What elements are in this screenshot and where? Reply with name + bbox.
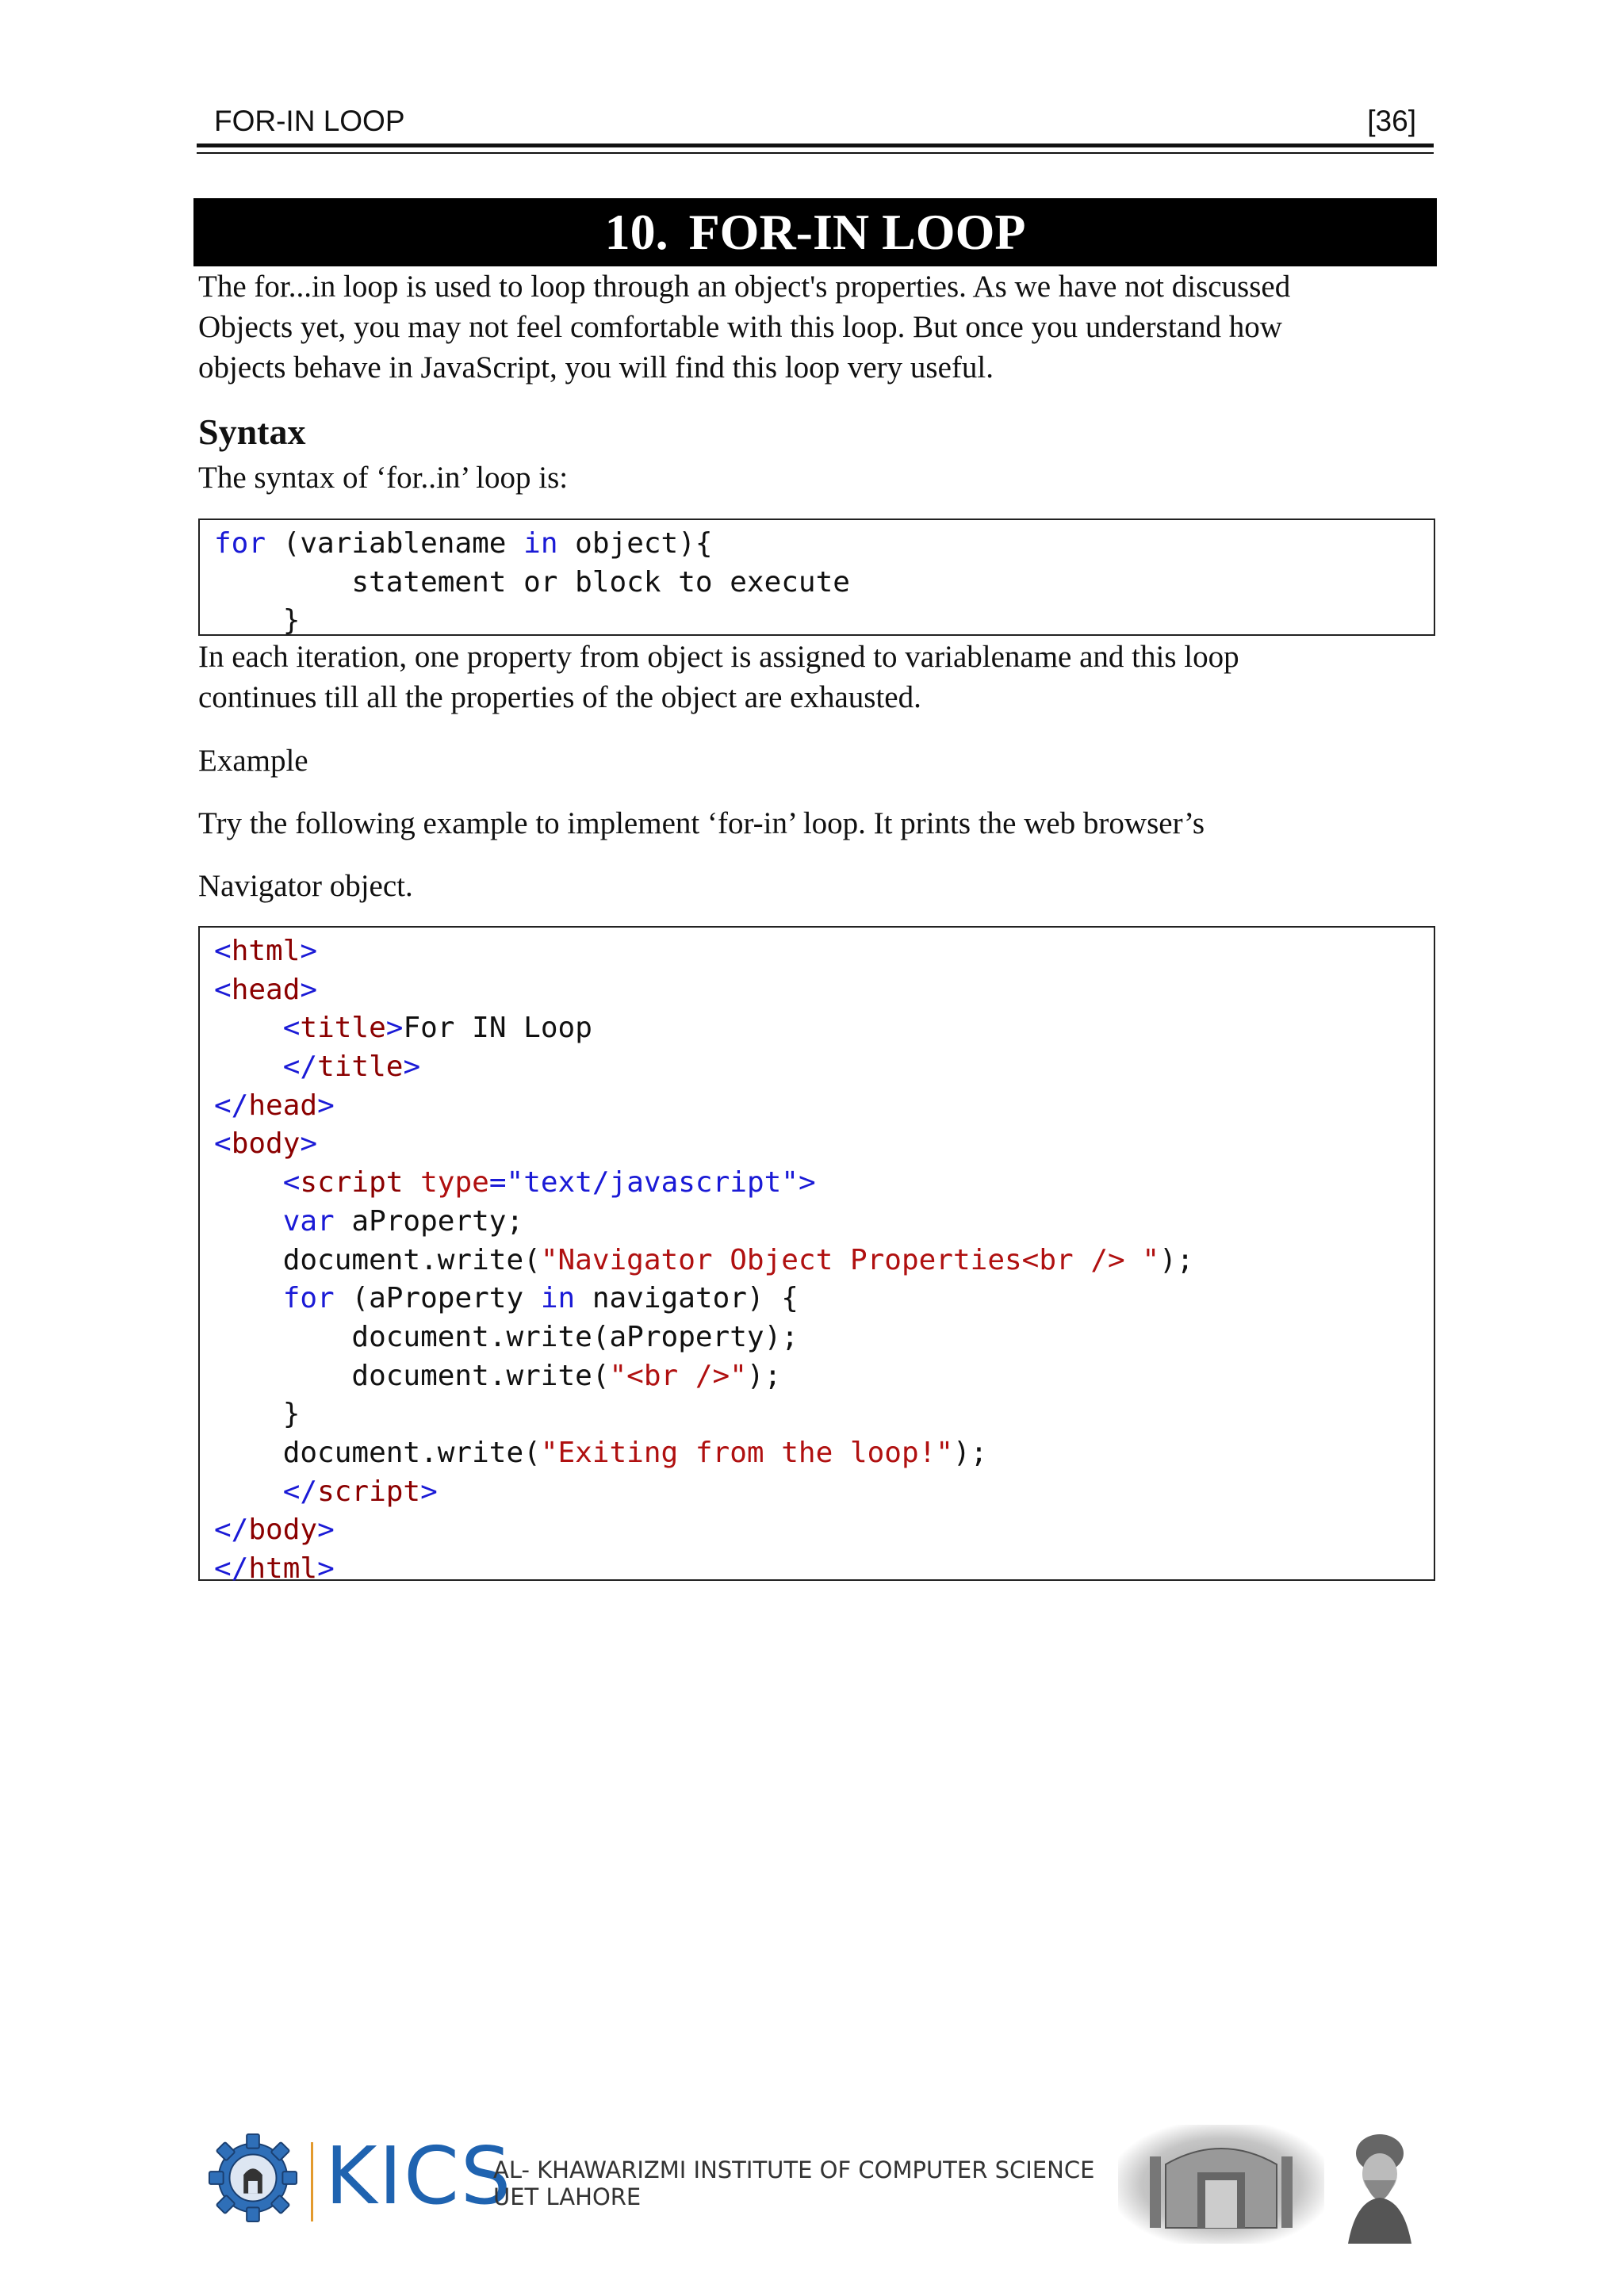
code-line: </html>: [214, 1552, 335, 1585]
code-line: <html>: [214, 935, 318, 967]
example-description: Try the following example to implement ‘for-in’ loop. It prints the web browser’s: [198, 806, 1205, 840]
code-line: }: [214, 1398, 301, 1431]
code-line: statement or block to execute: [214, 565, 850, 599]
code-line: for (aProperty in navigator) {: [282, 1282, 799, 1315]
code-line: </script>: [282, 1475, 438, 1508]
running-head-title: FOR-IN LOOP: [214, 105, 405, 137]
code-line: <head>: [214, 973, 318, 1006]
code-line: </body>: [214, 1513, 335, 1547]
gear-logo-icon: [206, 2131, 300, 2225]
code-line: document.write("Exiting from the loop!");: [214, 1436, 988, 1469]
chapter-title: FOR-IN LOOP: [688, 204, 1026, 260]
intro-line: objects behave in JavaScript, you will find this loop very useful.: [198, 350, 994, 385]
code-line: var aProperty;: [282, 1204, 524, 1238]
example-code-block: [198, 926, 1435, 1585]
building-image: [1118, 2125, 1324, 2244]
explanation-line: continues till all the properties of the object are exhausted.: [198, 680, 921, 714]
intro-line: The for...in loop is used to loop through an object's properties. As we have not discussed: [198, 270, 1291, 304]
syntax-heading: Syntax: [198, 411, 306, 452]
institute-name: AL- KHAWARIZMI INSTITUTE OF COMPUTER SCIENCE: [493, 2156, 1095, 2183]
page-number: [36]: [1367, 105, 1416, 137]
code-line: </title>: [282, 1050, 421, 1084]
intro-line: Objects yet, you may not feel comfortable with this loop. But once you understand how: [198, 310, 1282, 344]
code-line: <script type="text/javascript">: [282, 1166, 816, 1200]
intro-paragraph: [198, 266, 1435, 388]
code-line: <body>: [214, 1127, 318, 1161]
kics-logo-text: KICS: [325, 2130, 513, 2222]
institute-location: UET LAHORE: [493, 2183, 642, 2210]
code-line: }: [214, 604, 301, 637]
syntax-code-block: [198, 519, 1435, 636]
code-line: document.write(aProperty);: [214, 1320, 799, 1353]
chapter-number: 10.: [604, 204, 668, 260]
explanation-line: In each iteration, one property from object is assigned to variablename and this loop: [198, 640, 1239, 674]
example-description-cont: Navigator object.: [198, 869, 413, 903]
code-line: </head>: [214, 1089, 335, 1122]
page-footer: [206, 2125, 1443, 2244]
syntax-lead: The syntax of ‘for..in’ loop is:: [198, 461, 569, 495]
code-line: document.write("Navigator Object Properties<br /> ");: [214, 1243, 1194, 1276]
running-head: [197, 101, 1434, 144]
explanation-paragraph: [198, 637, 1435, 718]
example-label: Example: [198, 744, 308, 778]
header-rule-thick: [197, 144, 1434, 147]
code-line: <title>For IN Loop: [282, 1012, 592, 1045]
footer-divider: [311, 2142, 313, 2221]
scholar-portrait-image: [1332, 2125, 1427, 2244]
code-line: document.write("<br />");: [214, 1359, 782, 1392]
header-rule-thin: [197, 152, 1434, 154]
chapter-banner: [193, 198, 1437, 266]
code-line: for (variablename in object){: [214, 527, 713, 560]
